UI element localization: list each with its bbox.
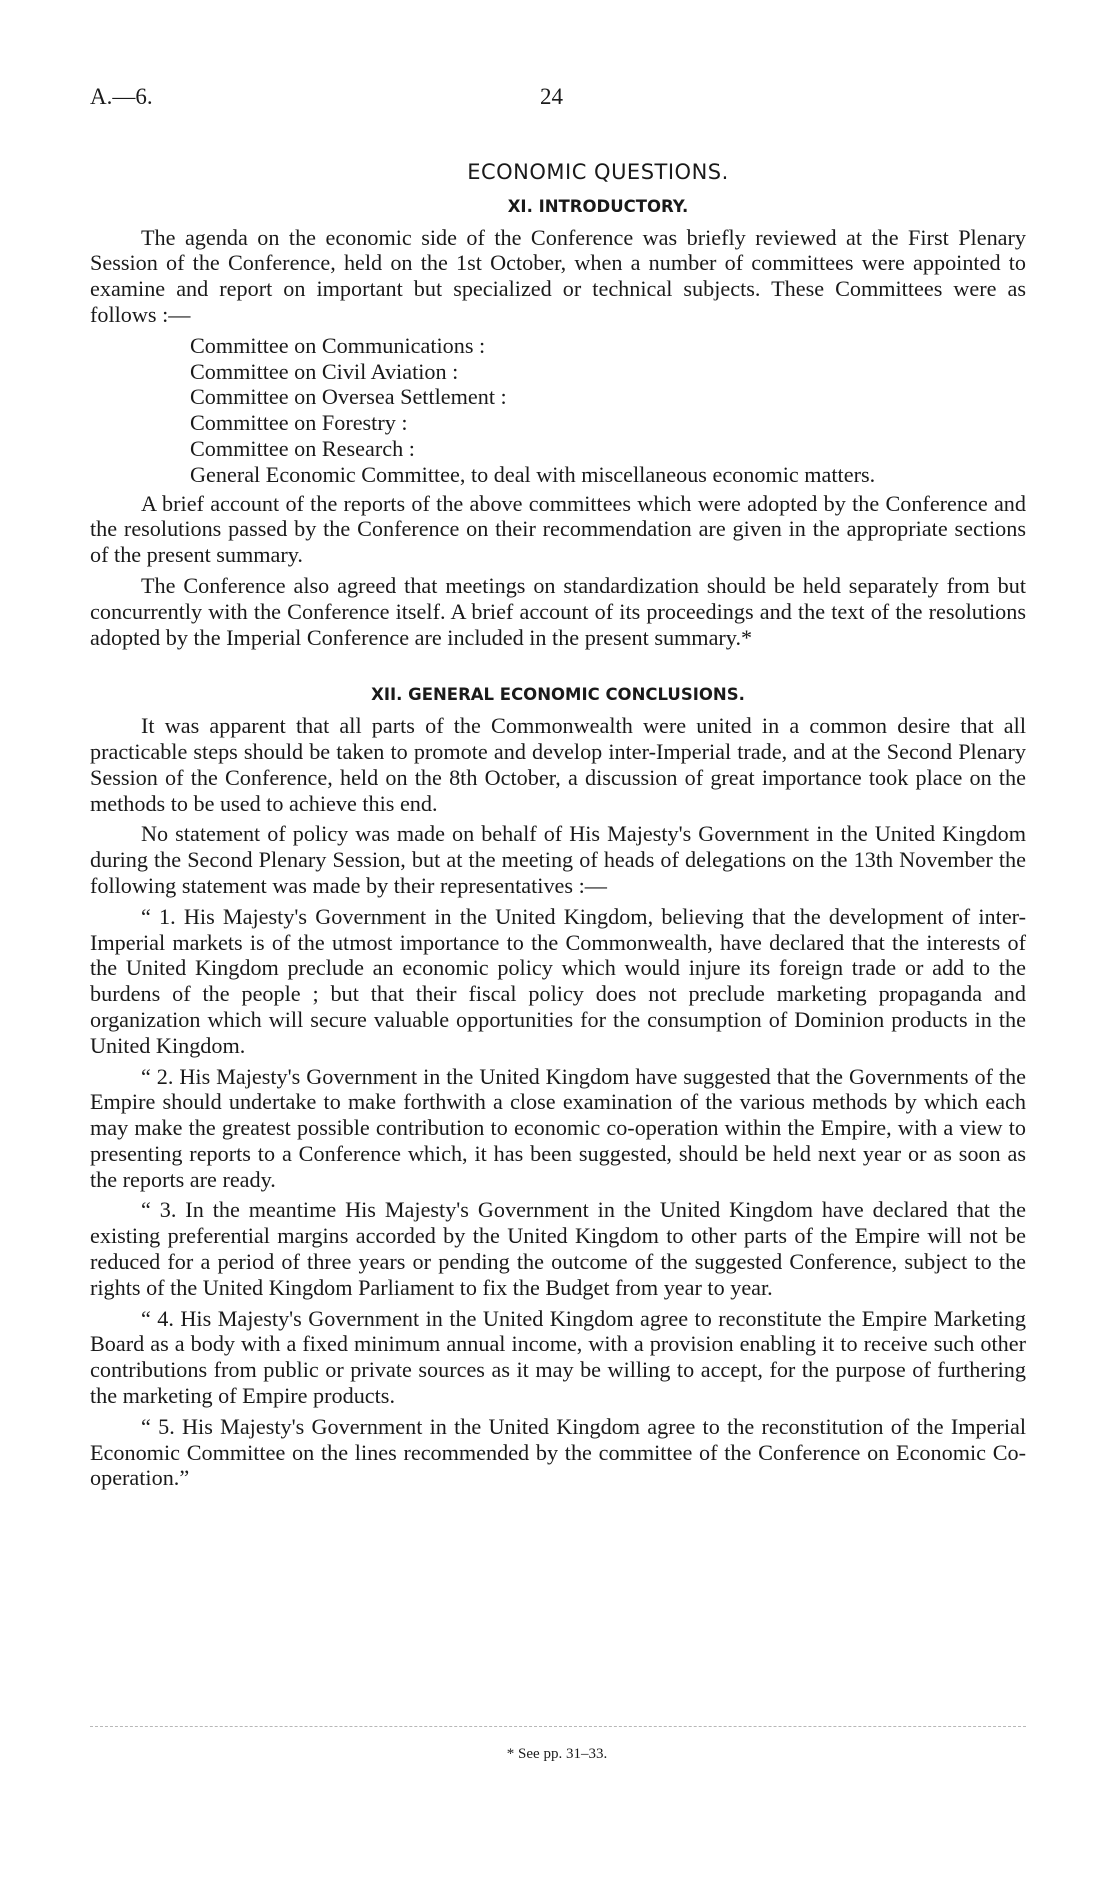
section-title: ECONOMIC QUESTIONS. — [467, 160, 729, 184]
list-item: Committee on Research : — [190, 435, 415, 461]
list-item: Committee on Oversea Settlement : — [190, 384, 507, 410]
document-reference: A.—6. — [90, 84, 153, 109]
list-item: Committee on Communications : — [190, 332, 486, 358]
page-number: 24 — [540, 84, 563, 109]
statement-item-5: “ 5. His Majesty's Government in the United Kingdom agree to the reconstitution of the Imperial Economic Committee on the lines recommended by the committee of the Conference on Economic Co-operation.” — [90, 1413, 1026, 1491]
statement-item-3: “ 3. In the meantime His Majesty's Government in the United Kingdom have declared that the existing preferential margins accorded by the United Kingdom to other parts of the Empire will not be reduced for a period of three years or pending the outcome of the suggested Conference, subject to the rights of the United Kingdom Parliament to fix the Budget from year to year. — [90, 1197, 1026, 1300]
footnote-divider — [90, 1726, 1026, 1727]
statement-item-4: “ 4. His Majesty's Government in the United Kingdom agree to reconstitute the Empire Marketing Board as a body with a fixed minimum annual income, with a provision enabling it to receive such other contributions from public or private sources as it may be willing to accept, for the purpose of furthering the marketing of Empire products. — [90, 1305, 1026, 1409]
conclusions-paragraph-1: It was apparent that all parts of the Commonwealth were united in a common desire that all practicable steps should be taken to promote and develop inter-Imperial trade, and at the Second Plenary Session of the Conference, held on the 8th October, a discussion of great importance took place on the methods to be used to achieve this end. — [90, 713, 1026, 816]
conclusions-paragraph-2: No statement of policy was made on behalf of His Majesty's Government in the United Kingdom during the Second Plenary Session, but at the meeting of heads of delegations on the 13th November the following statement was made by their representatives :— — [90, 821, 1026, 898]
footnote: * See pp. 31–33. — [506, 1746, 608, 1762]
statement-item-1: “ 1. His Majesty's Government in the United Kingdom, believing that the development of inter-Imperial markets is of the utmost importance to the Commonwealth, have declared that the interests of the United Kingdom preclude an economic policy which would injure its foreign trade or add to the burdens of the people ; but that their fiscal policy does not preclude marketing propaganda and organization which will secure valuable opportunities for the consumption of Dominion products in the United Kingdom. — [90, 903, 1026, 1058]
page-content — [90, 160, 1026, 1496]
intro-paragraph-3: The Conference also agreed that meetings on standardization should be held separately from but concurrently with the Conference itself. A brief account of its proceedings and the text of the resolutions adopted by the Imperial Conference are included in the present summary.* — [90, 572, 1026, 650]
list-item: General Economic Committee, to deal with miscellaneous economic matters. — [190, 461, 876, 487]
list-item: Committee on Forestry : — [190, 410, 408, 436]
statement-item-2: “ 2. His Majesty's Government in the United Kingdom have suggested that the Governments of the Empire should undertake to make forthwith a close examination of the various methods by which each may make the greatest possible contribution to economic co-operation within the Empire, with a view to presenting reports to a Conference which, it has been suggested, should be held next year or as soon as the reports are ready. — [90, 1063, 1026, 1192]
intro-heading: XI. INTRODUCTORY. — [507, 196, 689, 216]
intro-paragraph-2: A brief account of the reports of the above committees which were adopted by the Conference and the resolutions passed by the Conference on their recommendation are given in the appropriate sections of the present summary. — [90, 490, 1026, 568]
intro-paragraph-1: The agenda on the economic side of the Conference was briefly reviewed at the First Plenary Session of the Conference, held on the 1st October, when a number of committees were appointed to examine and report on important but specialized or technical subjects. These Committees were as follows :— — [90, 224, 1026, 327]
conclusions-heading: XII. GENERAL ECONOMIC CONCLUSIONS. — [371, 685, 745, 705]
list-item: Committee on Civil Aviation : — [190, 358, 459, 384]
committee-list — [90, 333, 1026, 488]
